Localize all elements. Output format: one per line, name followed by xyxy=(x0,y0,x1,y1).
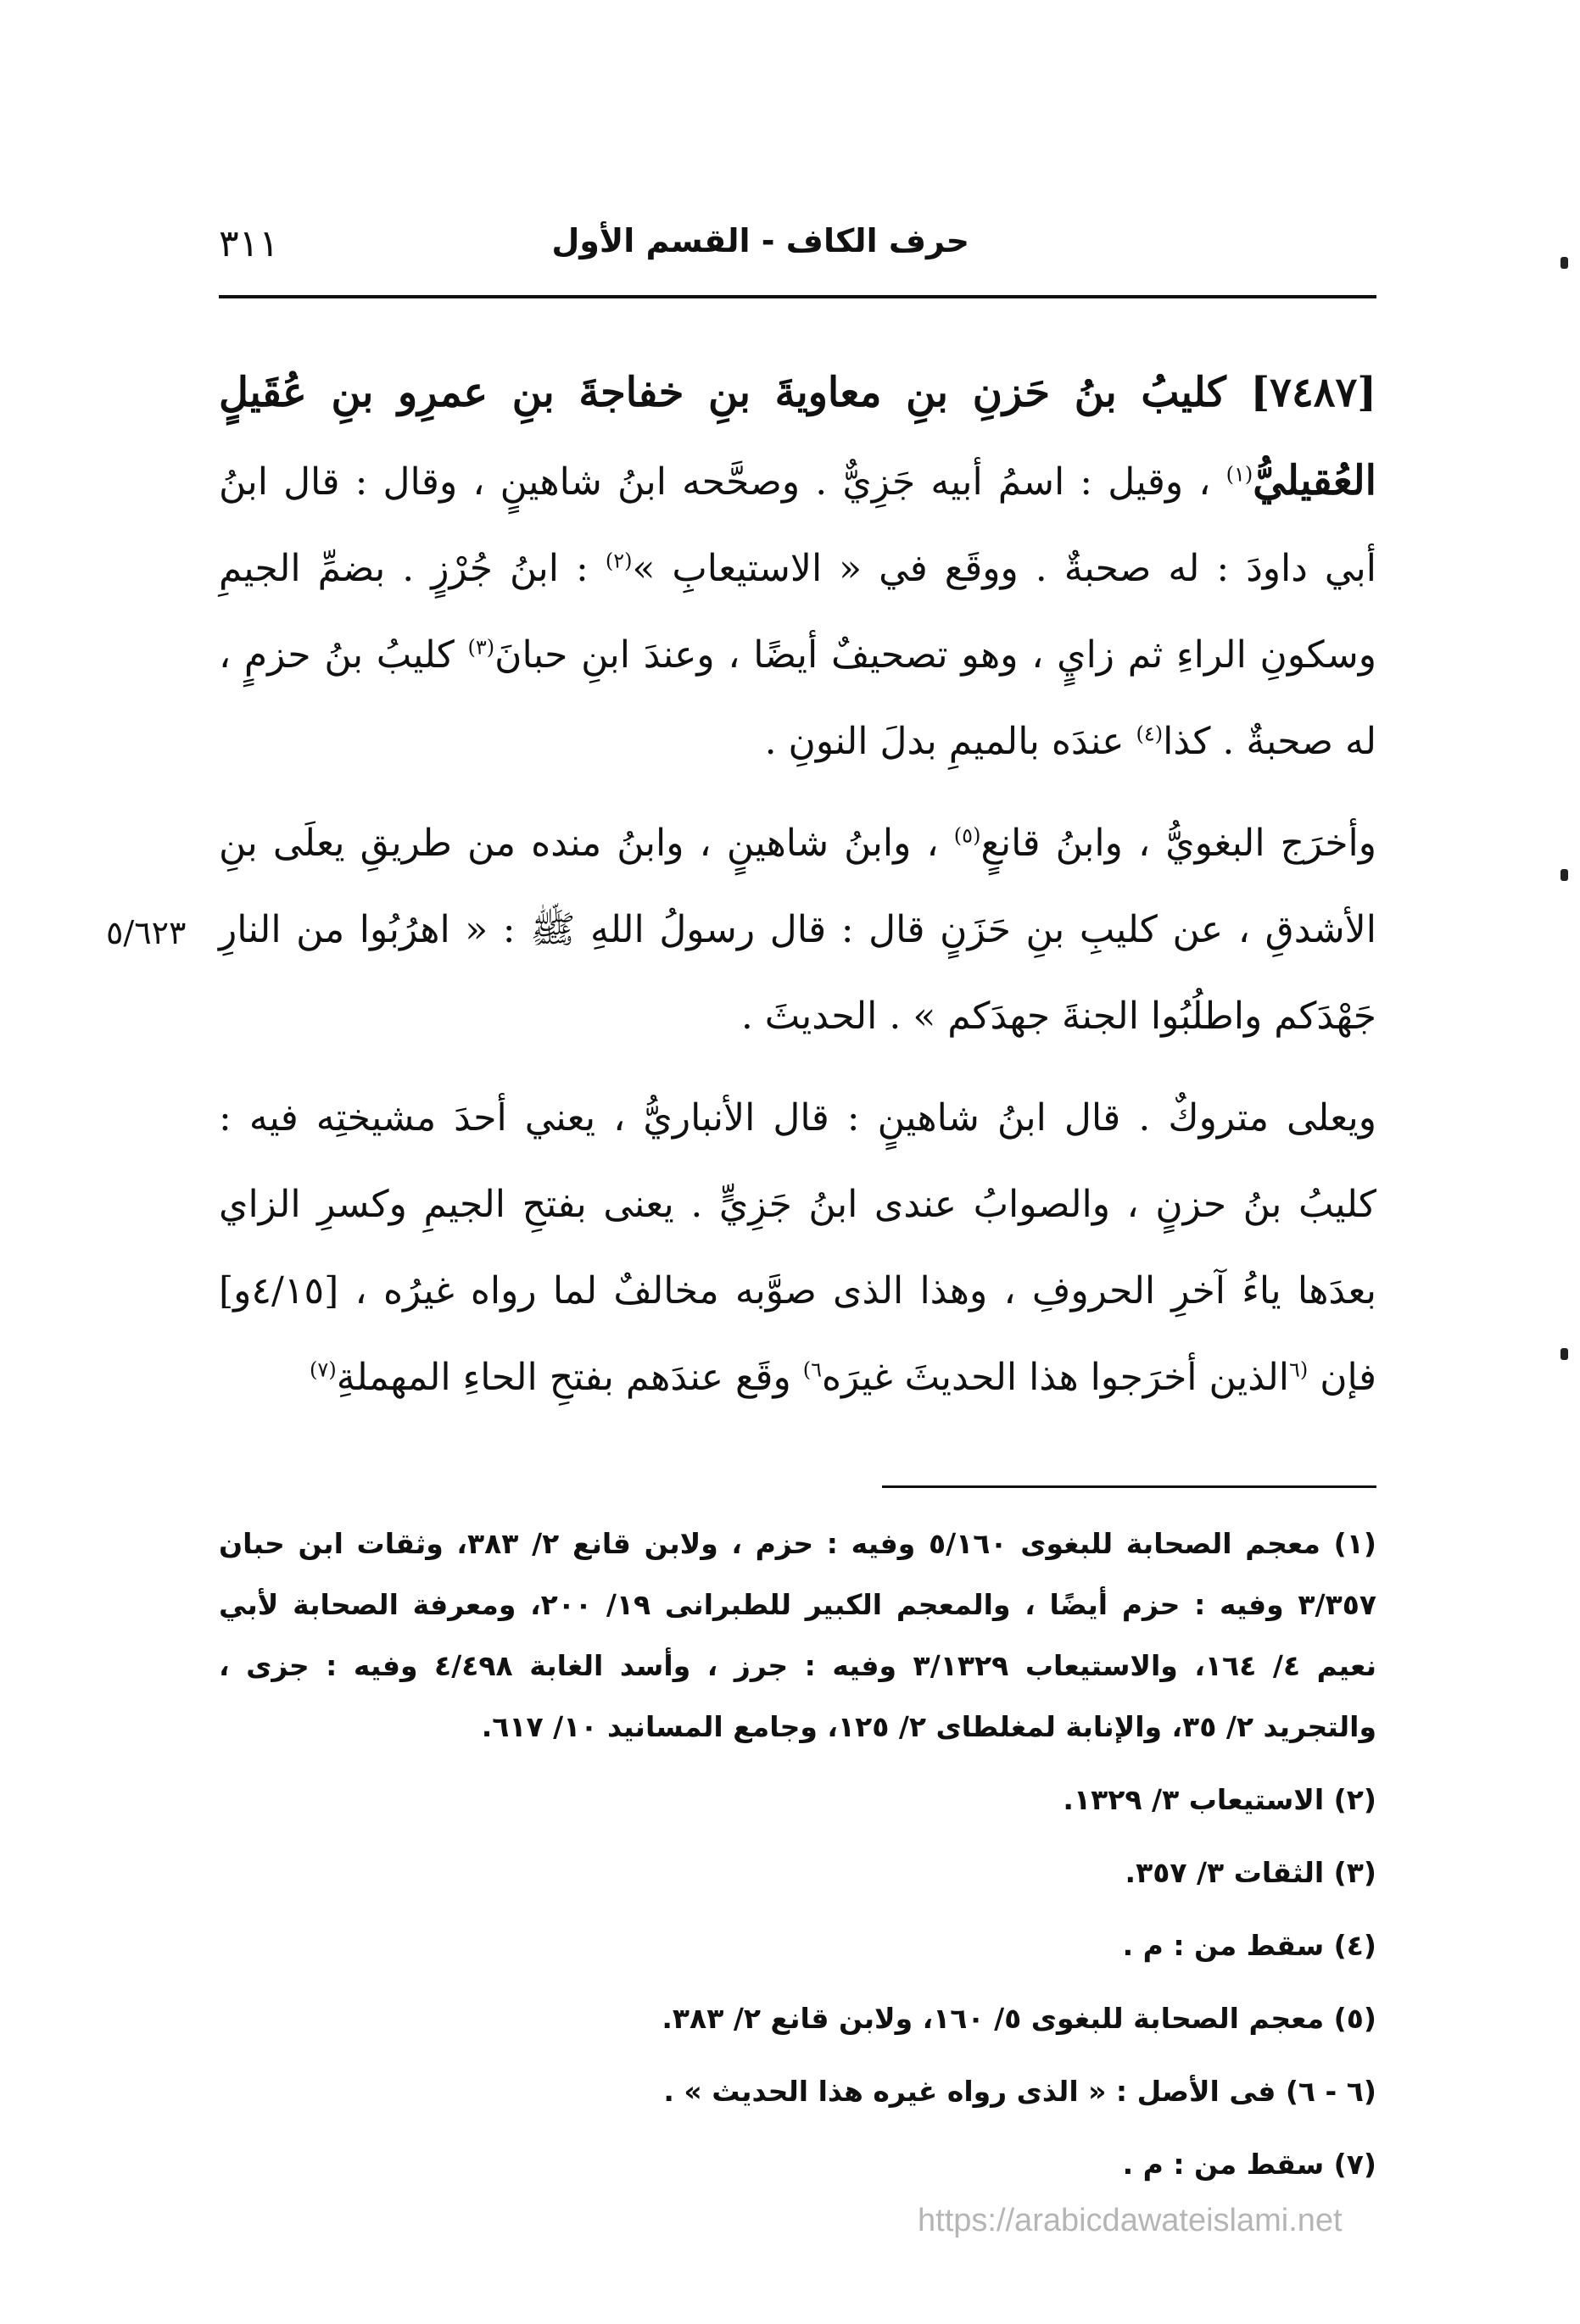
page-number: ٣١١ xyxy=(219,222,279,265)
margin-page-reference: ٥/٦٢٣ xyxy=(106,914,187,951)
footnotes xyxy=(219,1513,1376,2207)
paragraph-text: : ابنُ جُرْزٍ . بضمِّ الجيمِ وسكونِ الراءِ ثم زايٍ ، وهو تصحيفٌ أيضًا ، وعندَ ابنِ حبانَ xyxy=(219,547,1376,677)
footnote-marker: (٦ xyxy=(1288,1357,1309,1382)
running-header xyxy=(219,222,1376,290)
footnote: (١) معجم الصحابة للبغوى ٥/١٦٠ وفيه : حزم ، ولابن قانع ٢/ ٣٨٣، وثقات ابن حبان ٣/٣٥٧ وفيه : حزم أيضًا ، والمعجم الكبير للطبرانى ١٩/ ٢٠٠، ومعرفة الصحابة لأبي نعيم ٤/ ١٦٤، والاستيعاب ٣/١٣٢٩ وفيه : جرز ، وأسد الغابة ٤/٤٩٨ وفيه : جزى ، والتجريد ٢/ ٣٥، والإنابة لمغلطاى ٢/ ١٢٥، وجامع المسانيد ١٠/ ٦١٧. xyxy=(219,1527,1376,1743)
footnote: (٤) سقط من : م . xyxy=(1122,1929,1376,1962)
running-header-title: حرف الكاف - القسم الأول xyxy=(551,222,969,259)
footnote-marker: (٧) xyxy=(310,1357,337,1382)
footnote-marker: (١) xyxy=(1225,462,1253,487)
paragraph-text: ، وقيل : اسمُ أبيه جَزِيٌّ . وصحَّحه ابنُ شاهينٍ ، وقال : قال ابنُ أبي داودَ : له صحبةٌ . ووقَع في « الاستيعابِ » xyxy=(219,460,1376,590)
watermark-url: https://arabicdawateislami.net xyxy=(918,2203,1343,2238)
footnote-marker: (٢) xyxy=(605,549,633,573)
footnote: (٧) سقط من : م . xyxy=(1122,2148,1376,2181)
paragraph-text: الذين أخرَجوا هذا الحديثَ غيرَه xyxy=(821,1356,1289,1399)
footnote-marker: (٣) xyxy=(467,635,495,660)
footnote-marker: (٤) xyxy=(1136,722,1164,746)
footnote: (٥) معجم الصحابة للبغوى ٥/ ١٦٠، ولابن قانع ٢/ ٣٨٣. xyxy=(662,2002,1376,2035)
main-text xyxy=(219,349,1376,1421)
entry-paragraph xyxy=(219,349,1376,785)
footnote-rule xyxy=(882,1485,1376,1488)
footnote: (٦ - ٦) فى الأصل : « الذى رواه غيره هذا الحديث » . xyxy=(663,2075,1376,2108)
margin-dot-bottom xyxy=(1560,1348,1568,1360)
paragraph-text: وقَع عندَهم بفتحِ الحاءِ المهملةِ xyxy=(336,1356,791,1399)
footnote-marker: (٥) xyxy=(953,823,981,848)
footnote-marker: ٦) xyxy=(802,1357,822,1382)
header-rule xyxy=(219,295,1376,298)
margin-dot-top xyxy=(1560,257,1568,269)
commentary-paragraph xyxy=(219,1075,1376,1421)
entry-heading: [٧٤٨٧] كليبُ بنُ حَزنِ بنِ معاويةَ بنِ خفاجةَ بنِ عمرِو بنِ عُقَيلٍ العُقيليُّ xyxy=(219,369,1376,504)
margin-dot-middle xyxy=(1560,869,1568,881)
paragraph-text: ، وابنُ شاهينٍ ، وابنُ منده من طريقِ يعلَى بنِ الأشدقِ ، عن كليبِ بنِ حَزَنٍ قال : قال رسولُ اللهِ ﷺ : « اهرُبُوا من النارِ جَهْدَكم واطلُبُوا الجنةَ جهدَكم » . الحديثَ . xyxy=(219,822,1376,1038)
paragraph-text: عندَه بالميمِ بدلَ النونِ . xyxy=(764,720,1125,763)
footnote: (٣) الثقات ٣/ ٣٥٧. xyxy=(1125,1856,1376,1889)
hadith-paragraph xyxy=(219,800,1376,1060)
paragraph-text: ويعلى متروكٌ . قال ابنُ شاهينٍ : قال الأنباريُّ ، يعني أحدَ مشيختِه فيه : كليبُ بنُ حزنٍ ، والصوابُ عندى ابنُ جَزِيٍّ . يعنى بفتحِ الجيمِ وكسرِ الزاي بعدَها ياءُ آخرِ الحروفِ ، وهذا الذى صوَّبه مخالفٌ لما رواه غيرُه ، [٤/١٥و] فإن xyxy=(219,1096,1376,1399)
paragraph-text: كليبُ بنُ حزمٍ ، له صحبةٌ . كذا xyxy=(219,633,1376,763)
footnote: (٢) الاستيعاب ٣/ ١٣٢٩. xyxy=(1063,1783,1376,1816)
paragraph-text: وأخرَج البغويُّ ، وابنُ قانعٍ xyxy=(980,822,1376,865)
